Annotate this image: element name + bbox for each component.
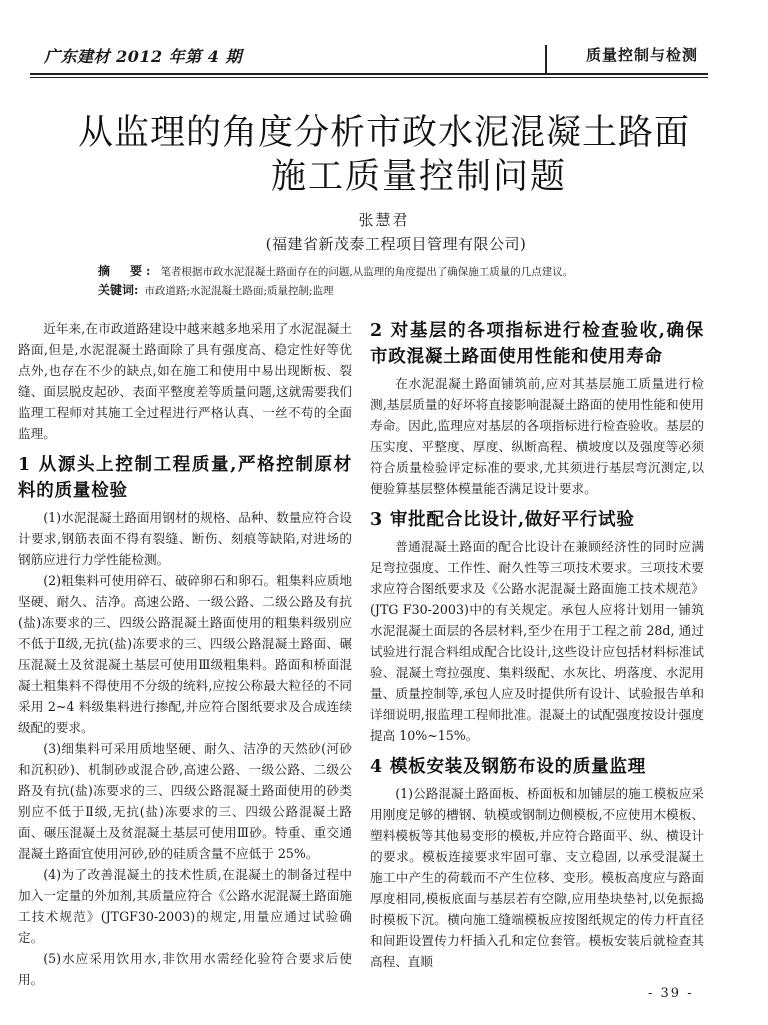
paragraph-steel: (1)水泥混凝土路面用钢材的规格、品种、数量应符合设计要求,钢筋表面不得有裂缝、断伤、刻痕等缺陷,对进场的钢筋应进行力学性能检测。 — [18, 510, 352, 567]
paragraph-admixture: (4)为了改善混凝土的技术性质,在混凝土的制备过程中加入一定量的外加剂,其质量应符合《公路水泥混凝土路面施工技术规范》(JTGF30-2003)的规定,用量应通过试验确定。 — [18, 867, 352, 945]
right-column — [370, 318, 704, 972]
title-line-1: 从监理的角度分析市政水泥混凝土路面 — [77, 113, 690, 153]
section-heading-1: 1 从源头上控制工程质量,严格控制原材料的质量检验 — [18, 455, 352, 501]
keywords-text: 市政道路;水泥混凝土路面;质量控制;监理 — [144, 285, 334, 297]
abstract — [98, 262, 718, 281]
header-rule-thick — [30, 73, 708, 75]
paragraph-base-inspection: 在水泥混凝土路面铺筑前,应对其基层施工质量进行检测,基层质量的好坏将直接影响混凝土路面的使用性能和使用寿命。因此,监理应对基层的各项指标进行检查验收。基层的压实度、平整度、厚度、纵断高程、横坡度以及强度等必须符合质量检验评定标准的要求,尤其须进行基层弯沉测定,以便验算基层整体模量能否满足设计要求。 — [370, 376, 704, 496]
paragraph-mix-design: 普通混凝土路面的配合比设计在兼顾经济性的同时应满足弯拉强度、工作性、耐久性等三项技术要求。三项技术要求应符合图纸要求及《公路水泥混凝土路面施工技术规范》(JTG F30-2003)中的有关规定。承包人应将计划用一铺筑水泥混凝土面层的各层材料,至少在用于工程之前 28d, 通过试验进行混合料组成配合比设计,这些设计应包括材料标准试验、混凝土弯拉强度、集料级配、水灰比、坍落度、水泥用量、质量控制等,承包人应及时提供所有设计、试验报告单和详细说明,报监理工程师批准。混凝土的试配强度按设计强度提高 10%~15%。 — [370, 539, 704, 743]
left-column — [18, 318, 352, 990]
header-divider-tick — [545, 45, 547, 75]
article-title — [0, 112, 768, 200]
paragraph-fine-aggregate: (3)细集料可采用质地坚硬、耐久、洁净的天然砂(河砂和沉积砂)、机制砂或混合砂,高速公路、一级公路、二级公路及有抗(盐)冻要求的三、四级公路混凝土路面使用的砂类别应不低于Ⅱ级,无抗(盐)冻要求的三、四级公路混凝土路面、碾压混凝土及贫混凝土基层可使用Ⅲ砂。特重、重交通混凝土路面宜使用河砂,砂的硅质含量不应低于 25%。 — [18, 741, 352, 861]
intro-paragraph: 近年来,在市政道路建设中越来越多地采用了水泥混凝土路面,但是,水泥混凝土路面除了具有强度高、稳定性好等优点外,也存在不少的缺点,如在施工和使用中易出现断板、裂缝、面层脱皮起砂、表面平整度差等质量问题,这就需要我们监理工程师对其施工全过程进行严格认真、一丝不苟的全面监理。 — [18, 321, 352, 441]
journal-issue: 广东建材 2012 年第 4 期 — [44, 47, 242, 66]
paragraph-formwork: (1)公路混凝土路面板、桥面板和加铺层的施工模板应采用刚度足够的槽钢、轨模或钢制边侧模板,不应使用木模板、塑料模板等其他易变形的模板,并应符合路面平、纵、横设计的要求。模板连接要求牢固可靠、支立稳固, 以承受混凝土施工中产生的荷载而不产生位移、变形。模板高度应与路面厚度相同,模板底面与基层若有空隙,应用垫块垫衬,以免振捣时模板下沉。横向施工缝端模板应按图纸规定的传力杆直径和间距设置传力杆插入孔和定位套管。模板安装后就检查其高程、直顺 — [370, 786, 704, 969]
abstract-label: 摘 要: — [98, 264, 155, 278]
section-heading-2: 2 对基层的各项指标进行检查验收,确保市政混凝土路面使用性能和使用寿命 — [370, 321, 704, 367]
running-header — [44, 44, 698, 70]
paragraph-coarse-aggregate: (2)粗集料可使用碎石、破碎卵石和卵石。粗集料应质地坚硬、耐久、洁净。高速公路、一级公路、二级公路及有抗(盐)冻要求的三、四级公路混凝土路面使用的粗集料级别应不低于Ⅱ级,无抗(盐)冻要求的三、四级公路混凝土路面、碾压混凝土及贫混凝土基层可使用Ⅲ级粗集料。路面和桥面混凝土粗集料不得使用不分级的统料,应按公称最大粒径的不同采用 2~4 料级集料进行掺配,并应符合图纸要求及合成连续级配的要求。 — [18, 573, 352, 735]
abstract-text: 笔者根据市政水泥混凝土路面存在的问题,从监理的角度提出了确保施工质量的几点建议。 — [160, 266, 574, 278]
header-rule-thin — [30, 77, 708, 78]
section-heading-4: 4 模板安装及钢筋布设的质量监理 — [370, 757, 647, 777]
keywords — [98, 281, 718, 300]
section-name: 质量控制与检测 — [585, 46, 698, 64]
title-line-2: 施工质量控制问题 — [270, 157, 567, 197]
author-affiliation: (福建省新茂泰工程项目管理有限公司) — [265, 235, 527, 253]
page-number: - 39 - — [648, 986, 694, 1001]
paragraph-water: (5)水应采用饮用水,非饮用水需经化验符合要求后使用。 — [18, 951, 352, 987]
author-name: 张慧君 — [358, 211, 410, 229]
section-heading-3: 3 审批配合比设计,做好平行试验 — [370, 510, 635, 530]
keywords-label: 关键词: — [98, 283, 139, 297]
